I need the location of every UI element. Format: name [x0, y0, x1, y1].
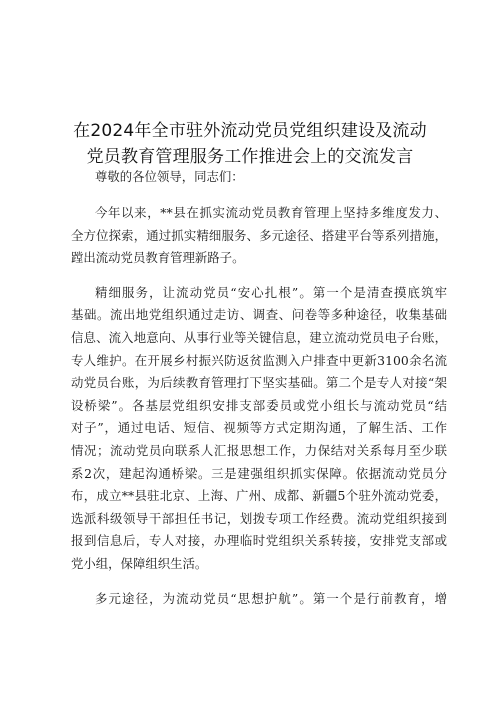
title-line: 党员教育管理服务工作推进会上的交流发言: [86, 147, 414, 167]
paragraph-line: 信息、流入地意向、从事行业等关键信息，建立流动党员电子台账，: [71, 329, 447, 345]
paragraph: [71, 588, 447, 611]
paragraph-line: 基础。流出地党组织通过走访、调查、问卷等多种途径，收集基础: [71, 307, 447, 323]
paragraph-line: 动党员台账，为后续教育管理打下坚实基础。第二个是专人对接“架: [71, 375, 447, 391]
document-body: [71, 166, 447, 622]
paragraph-line: 蹚出流动党员教育管理新路子。: [71, 250, 245, 266]
title-line: 在2024年全市驻外流动党员党组织建设及流动: [73, 121, 427, 141]
paragraph: [71, 202, 447, 270]
paragraph-line: 全方位探索，通过抓实精细服务、多元途径、搭建平台等系列措施，: [71, 227, 447, 243]
paragraph-line: 情况；流动党员向联系人汇报思想工作，力保结对关系每月至少联: [71, 442, 447, 458]
paragraph: [71, 282, 447, 576]
salutation: 尊敬的各位领导，同志们：: [95, 169, 244, 184]
paragraph-line: 布，成立**县驻北京、上海、广州、成都、新疆5个驻外流动党委，: [71, 488, 447, 504]
paragraph-line: 对子”，通过电话、短信、视频等方式定期沟通，了解生活、工作: [71, 420, 447, 436]
paragraph-line: 系2次，建起沟通桥梁。三是建强组织抓实保障。依据流动党员分: [71, 465, 447, 481]
document-title: [40, 118, 460, 170]
paragraph-line: 党小组，保障组织生活。: [71, 555, 208, 571]
paragraph-line: 今年以来，**县在抓实流动党员教育管理上坚持多维度发力、: [95, 205, 447, 220]
paragraph-line: 精细服务，让流动党员“安心扎根”。第一个是清查摸底筑牢: [95, 284, 447, 300]
paragraph-line: 专人维护。在开展乡村振兴防返贫监测入户排查中更新3100余名流: [71, 352, 447, 368]
paragraph-line: 多元途径，为流动党员“思想护航”。第一个是行前教育，增: [95, 590, 447, 606]
paragraph-line: 设桥梁”。各基层党组织安排支部委员或党小组长与流动党员“结: [71, 397, 447, 413]
paragraph-line: 选派科级领导干部担任书记，划拨专项工作经费。流动党组织接到: [71, 510, 447, 526]
paragraph-line: 报到信息后，专人对接，办理临时党组织关系转接，安排党支部或: [71, 533, 447, 549]
